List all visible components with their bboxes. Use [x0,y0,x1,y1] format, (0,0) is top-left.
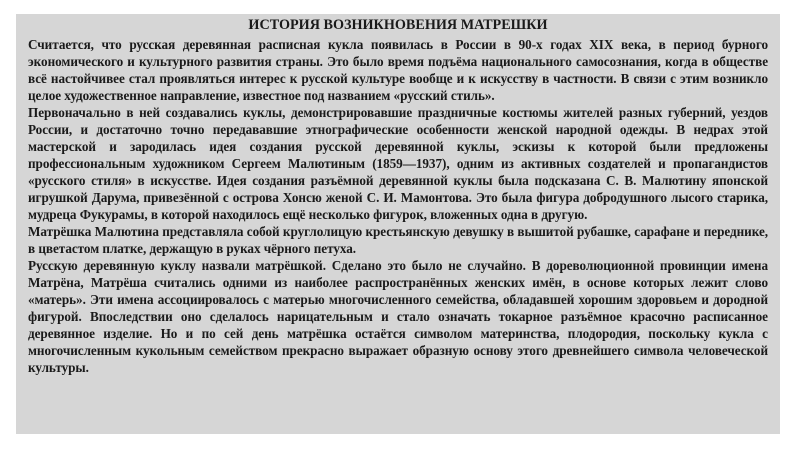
document-title: ИСТОРИЯ ВОЗНИКНОВЕНИЯ МАТРЕШКИ [248,17,548,33]
document-panel [16,14,780,434]
paragraph-workshop: Первоначально в ней создавались куклы, демонстрировавшие праздничные костюмы жителей разных губерний, уездов России, и достаточно точно передававшие этнографические особенности женской народной одежды. В недрах этой мастерской и зародилась идея создания русской деревянной куклы, эскизы к которой были предложены профессиональным художником Сергеем Малютиным (1859—1937), одним из активных создателей и пропагандистов «русского стиля» в искусстве. Идея создания разъёмной деревянной куклы была подсказана С. В. Малютину японской игрушкой Дарума, привезённой с острова Хонсю женой С. И. Мамонтова. Это была фигура добродушного лысого старика, мудреца Фукурамы, в которой находилось ещё несколько фигурок, вложенных одна в другую. [28,105,768,222]
paragraph-malyutin-doll: Матрёшка Малютина представляла собой круглолицую крестьянскую девушку в вышитой рубашке, сарафане и переднике, в цветастом платке, держащую в руках чёрного петуха. [28,224,768,256]
paragraph-name-origin: Русскую деревянную куклу назвали матрёшкой. Сделано это было не случайно. В дореволюционной провинции имена Матрёна, Матрёша считались одними из наиболее распространённых женских имён, в основе которых лежит слово «матерь». Эти имена ассоциировалось с матерью многочисленного семейства, обладавшей хорошим здоровьем и дородной фигурой. Впоследствии оно сделалось нарицательным и стало означать токарное разъёмное красочно расписанное деревянное изделие. Но и по сей день матрёшка остаётся символом материнства, плодородия, поскольку кукла с многочисленным кукольным семейством прекрасно выражает образную основу этого древнейшего символа человеческой культуры. [28,258,768,375]
paragraph-intro: Считается, что русская деревянная расписная кукла появилась в России в 90-х годах XIX века, в период бурного экономического и культурного развития страны. Это было время подъёма национального самосознания, когда в обществе всё настойчивее стал проявляться интерес к русской культуре вообще и к искусству в частности. В связи с этим возникло целое художественное направление, известное под названием «русский стиль». [28,37,768,103]
